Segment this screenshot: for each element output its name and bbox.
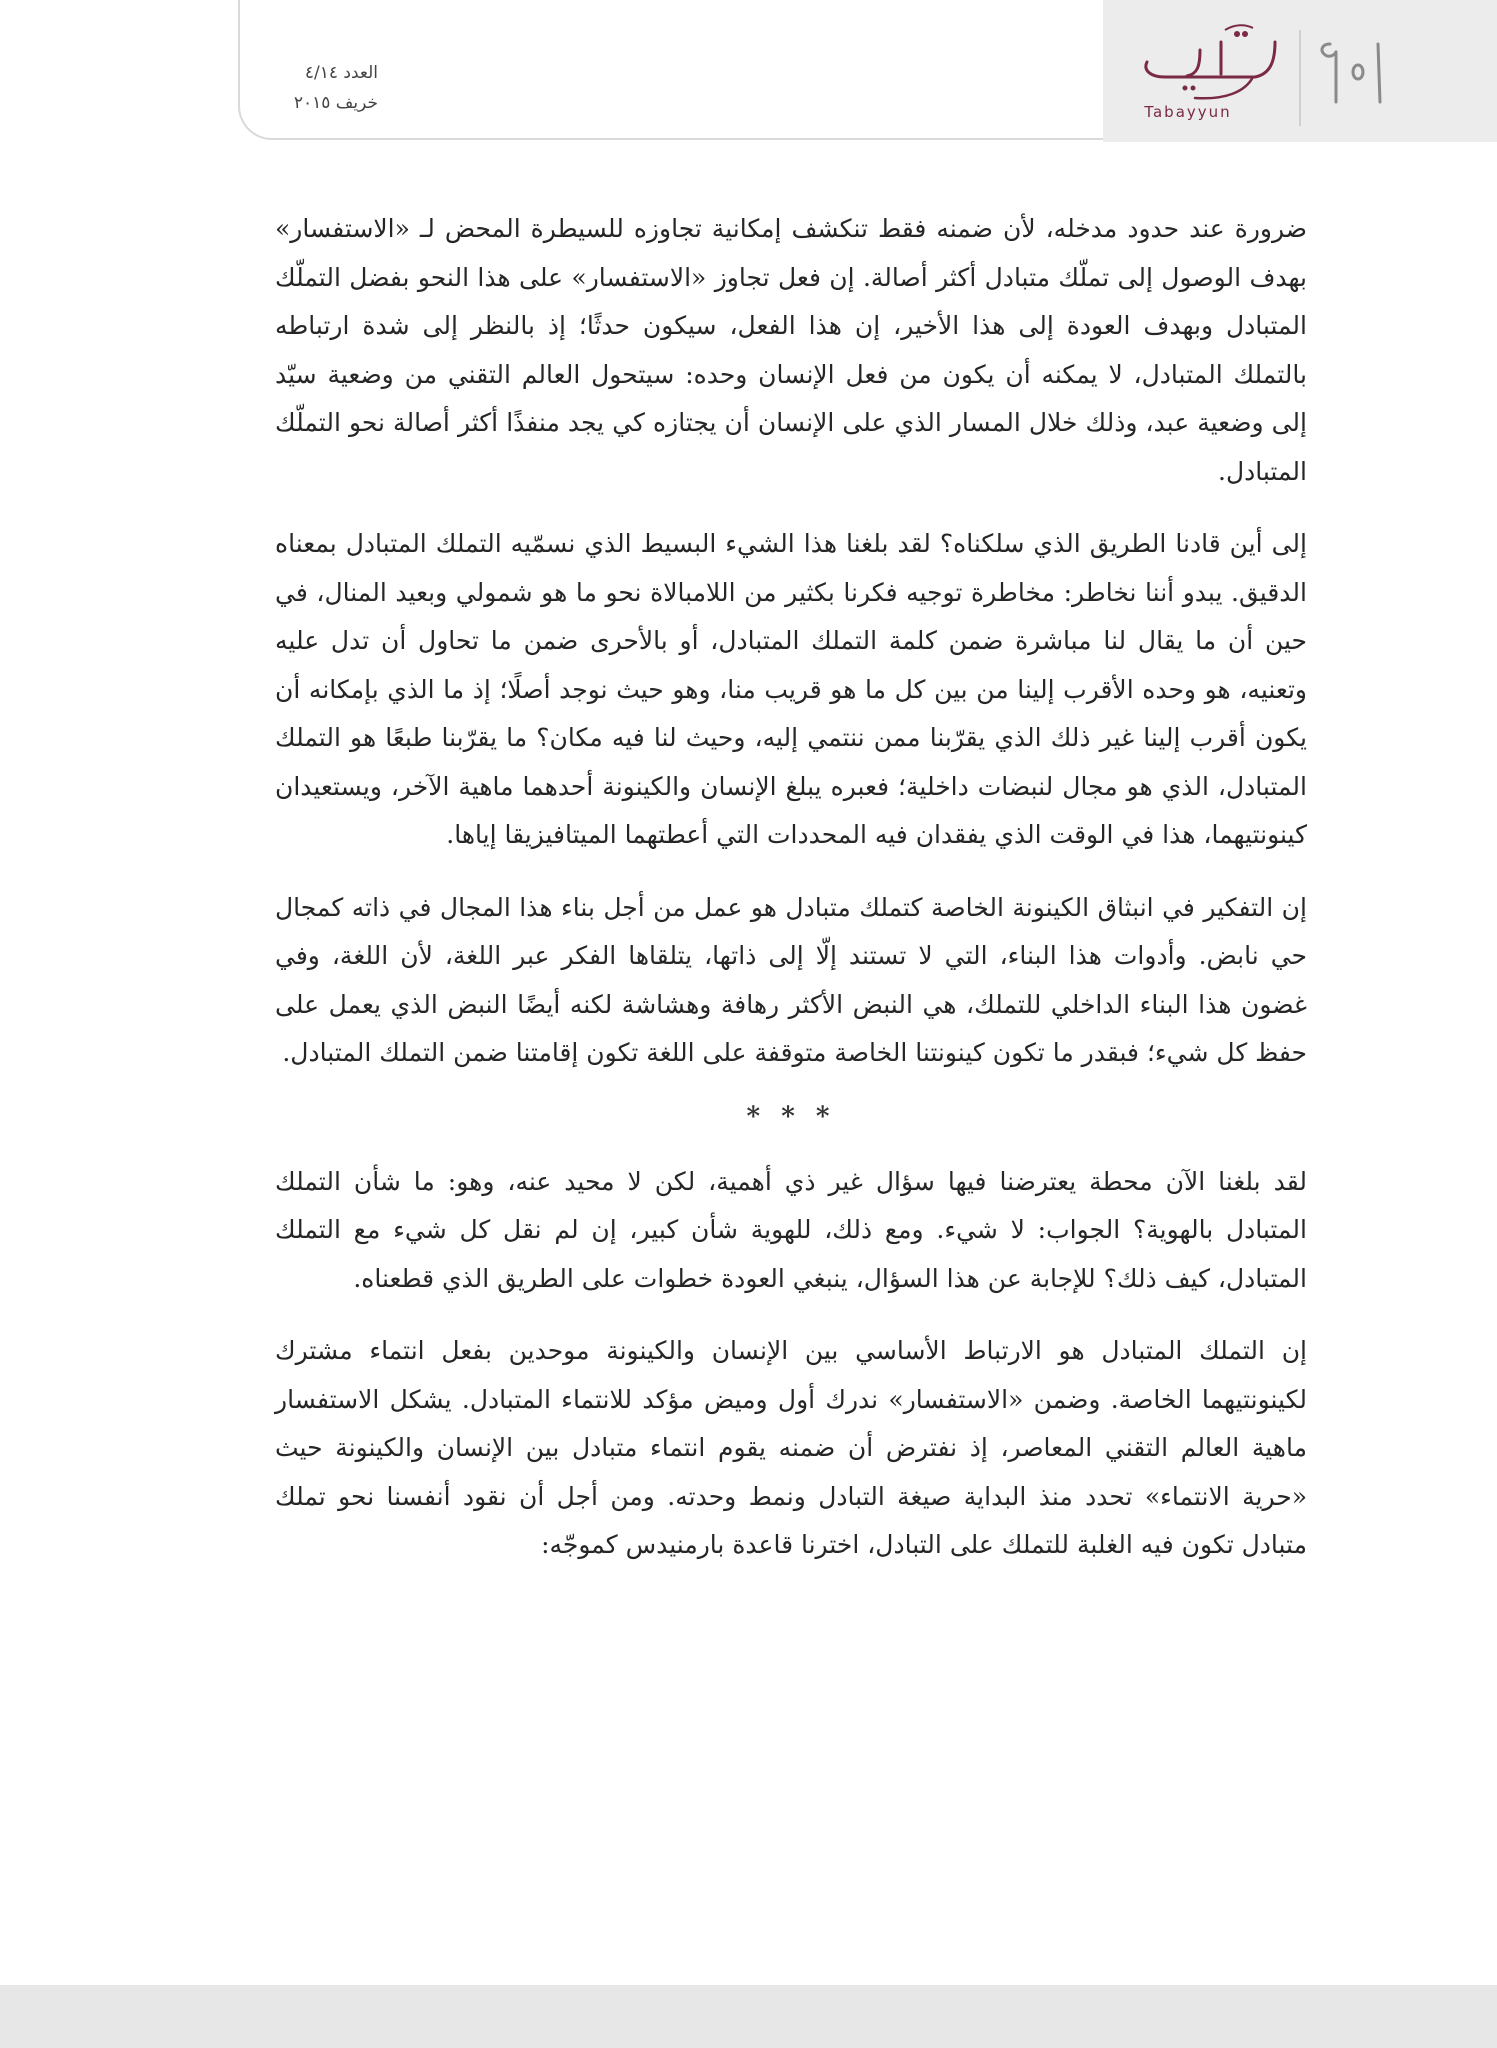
paragraph: إلى أين قادنا الطريق الذي سلكناه؟ لقد بلغنا هذا الشيء البسيط الذي نسمّيه التملك المتبادل بمعناه الدقيق. يبدو أننا نخاطر: مخاطرة توجيه فكرنا بكثير من اللامبالاة نحو ما هو شمولي وبعيد المنال، في حين أن ما يقال لنا مباشرة ضمن كلمة التملك المتبادل، أو بالأحرى ضمن ما تحاول أن تدل عليه وتعنيه، هو وحده الأقرب إلينا من بين كل ما هو قريب منا، وهو حيث نوجد أصلًا؛ إذ ما الذي بإمكانه أن يكون أقرب إلينا غير ذلك الذي يقرّبنا ممن ننتمي إليه، وحيث لنا فيه مكان؟ ما يقرّبنا طبعًا هو التملك المتبادل، الذي هو مجال لنبضات داخلية؛ فعبره يبلغ الإنسان والكينونة أحدهما ماهية الآخر، ويستعيدان كينونتيهما، هذا في الوقت الذي يفقدان فيه المحددات التي أعطتهما الميتافيزيقا إياها. [275,529,1307,849]
footer-bar [0,1985,1497,2048]
issue-meta [268,58,378,118]
page-number-graphic [1316,26,1396,116]
section-separator: * * * [746,1101,836,1132]
paragraph: إن التملك المتبادل هو الارتباط الأساسي بين الإنسان والكينونة موحدين بفعل انتماء مشترك لكينونتيهما الخاصة. وضمن «الاستفسار» ندرك أول وميض مؤكد للانتماء المتبادل. يشكل الاستفسار ماهية العالم التقني المعاصر، إذ نفترض أن ضمنه يقوم انتماء متبادل بين الإنسان والكينونة حيث «حرية الانتماء» تحدد منذ البداية صيغة التبادل ونمط وحدته. ومن أجل أن نقود أنفسنا نحو تملك متبادل تكون فيه الغلبة للتملك على التبادل، اخترنا قاعدة بارمنيدس كموجّه: [275,1336,1307,1559]
brand-latin-name: Tabayyun [1144,103,1232,121]
issue-season: خريف ٢٠١٥ [293,93,378,113]
header-divider [1299,30,1301,126]
article-body [275,205,1307,1594]
paragraph: لقد بلغنا الآن محطة يعترضنا فيها سؤال غير ذي أهمية، لكن لا محيد عنه، وهو: ما شأن التملك المتبادل بالهوية؟ الجواب: لا شيء. ومع ذلك، للهوية شأن كبير، إن لم نقل كل شيء مع التملك المتبادل، كيف ذلك؟ للإجابة عن هذا السؤال، ينبغي العودة خطوات على الطريق الذي قطعناه. [275,1166,1307,1293]
paragraph: ضرورة عند حدود مدخله، لأن ضمنه فقط تنكشف إمكانية تجاوزه للسيطرة المحض لـ «الاستفسار» بهدف الوصول إلى تملّك متبادل أكثر أصالة. إن فعل تجاوز «الاستفسار» على هذا النحو بفضل التملّك المتبادل وبهدف العودة إلى هذا الأخير، إن هذا الفعل، سيكون حدثًا؛ إذ بالنظر إلى شدة ارتباطه بالتملك المتبادل، لا يمكنه أن يكون من فعل الإنسان وحده: سيتحول العالم التقني من وضعية سيّد إلى وضعية عبد، وذلك خلال المسار الذي على الإنسان أن يجتازه كي يجد منفذًا أكثر أصالة نحو التملّك المتبادل. [275,214,1307,486]
paragraph: إن التفكير في انبثاق الكينونة الخاصة كتملك متبادل هو عمل من أجل بناء هذا المجال في ذاته كمجال حي نابض. وأدوات هذا البناء، التي لا تستند إلّا إلى ذاتها، يتلقاها الفكر عبر اللغة، لأن اللغة، وفي غضون هذا البناء الداخلي للتملك، هي النبض الأكثر رهافة وهشاشة لكنه أيضًا النبض الذي يعمل على حفظ كل شيء؛ فبقدر ما تكون كينونتنا الخاصة متوقفة على اللغة تكون إقامتنا ضمن التملك المتبادل. [275,892,1307,1067]
issue-number: العدد ٤/١٤ [304,63,378,83]
